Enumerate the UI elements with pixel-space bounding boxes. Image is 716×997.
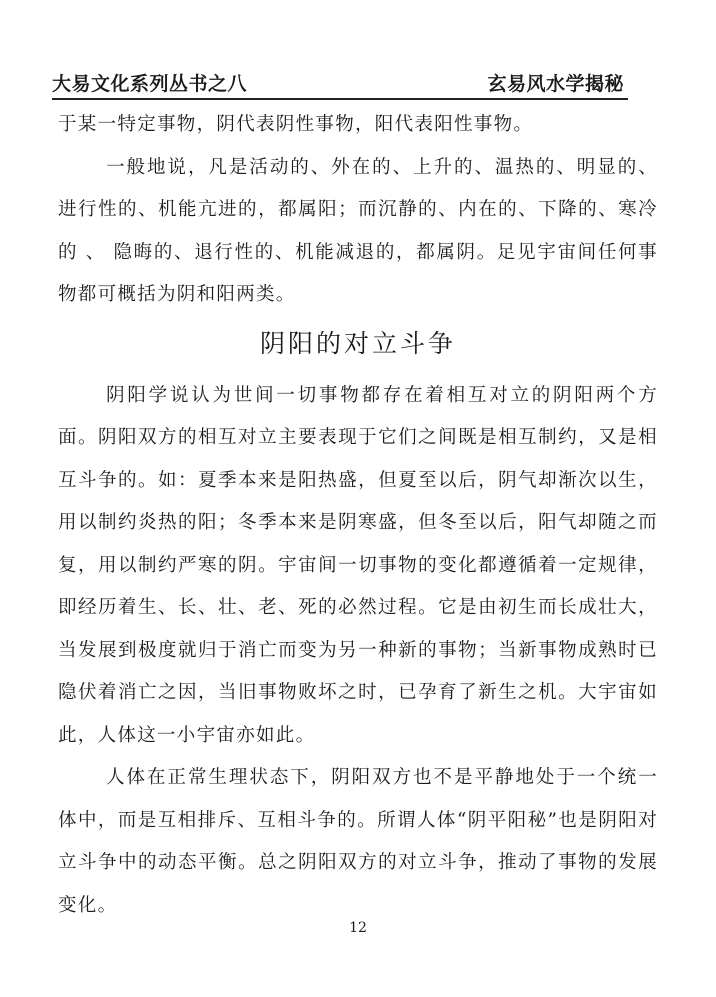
page-number: 12	[349, 920, 367, 936]
section-heading: 阴阳的对立斗争	[259, 328, 456, 358]
paragraph-continued: 于某一特定事物，阴代表阴性事物，阳代表阳性事物。	[58, 114, 534, 135]
book-title: 玄易风水学揭秘	[487, 73, 624, 95]
running-header	[52, 70, 628, 100]
paragraph: 人体在正常生理状态下，阴阳双方也不是平静地处于一个统一体中，而是互相排斥、互相斗争的。所谓人体“阴平阳秘”也是阴阳对立斗争中的动态平衡。总之阴阳双方的对立斗争，推动了事物的发展变化。	[58, 767, 658, 916]
paragraph: 阴阳学说认为世间一切事物都存在着相互对立的阴阳两个方面。阴阳双方的相互对立主要表现于它们之间既是相互制约，又是相互斗争的。如：夏季本来是阳热盛，但夏至以后，阴气却渐次以生，用以制约炎热的阳；冬季本来是阴寒盛，但冬至以后，阳气却随之而复，用以制约严寒的阴。宇宙间一切事物的变化都遵循着一定规律，即经历着生、长、壮、老、死的必然过程。它是由初生而长成壮大，当发展到极度就归于消亡而变为另一种新的事物；当新事物成熟时已隐伏着消亡之因，当旧事物败坏之时，已孕育了新生之机。大宇宙如此，人体这一小宇宙亦如此。	[58, 384, 658, 746]
page-body	[58, 104, 658, 927]
paragraph: 一般地说，凡是活动的、外在的、上升的、温热的、明显的、进行性的、机能亢进的，都属阳；而沉静的、内在的、下降的、寒冷的 、 隐晦的、退行性的、机能减退的，都属阴。足见宇宙间任何事物都可概括为阴和阳两类。	[58, 156, 658, 305]
series-title: 大易文化系列丛书之八	[52, 73, 248, 95]
